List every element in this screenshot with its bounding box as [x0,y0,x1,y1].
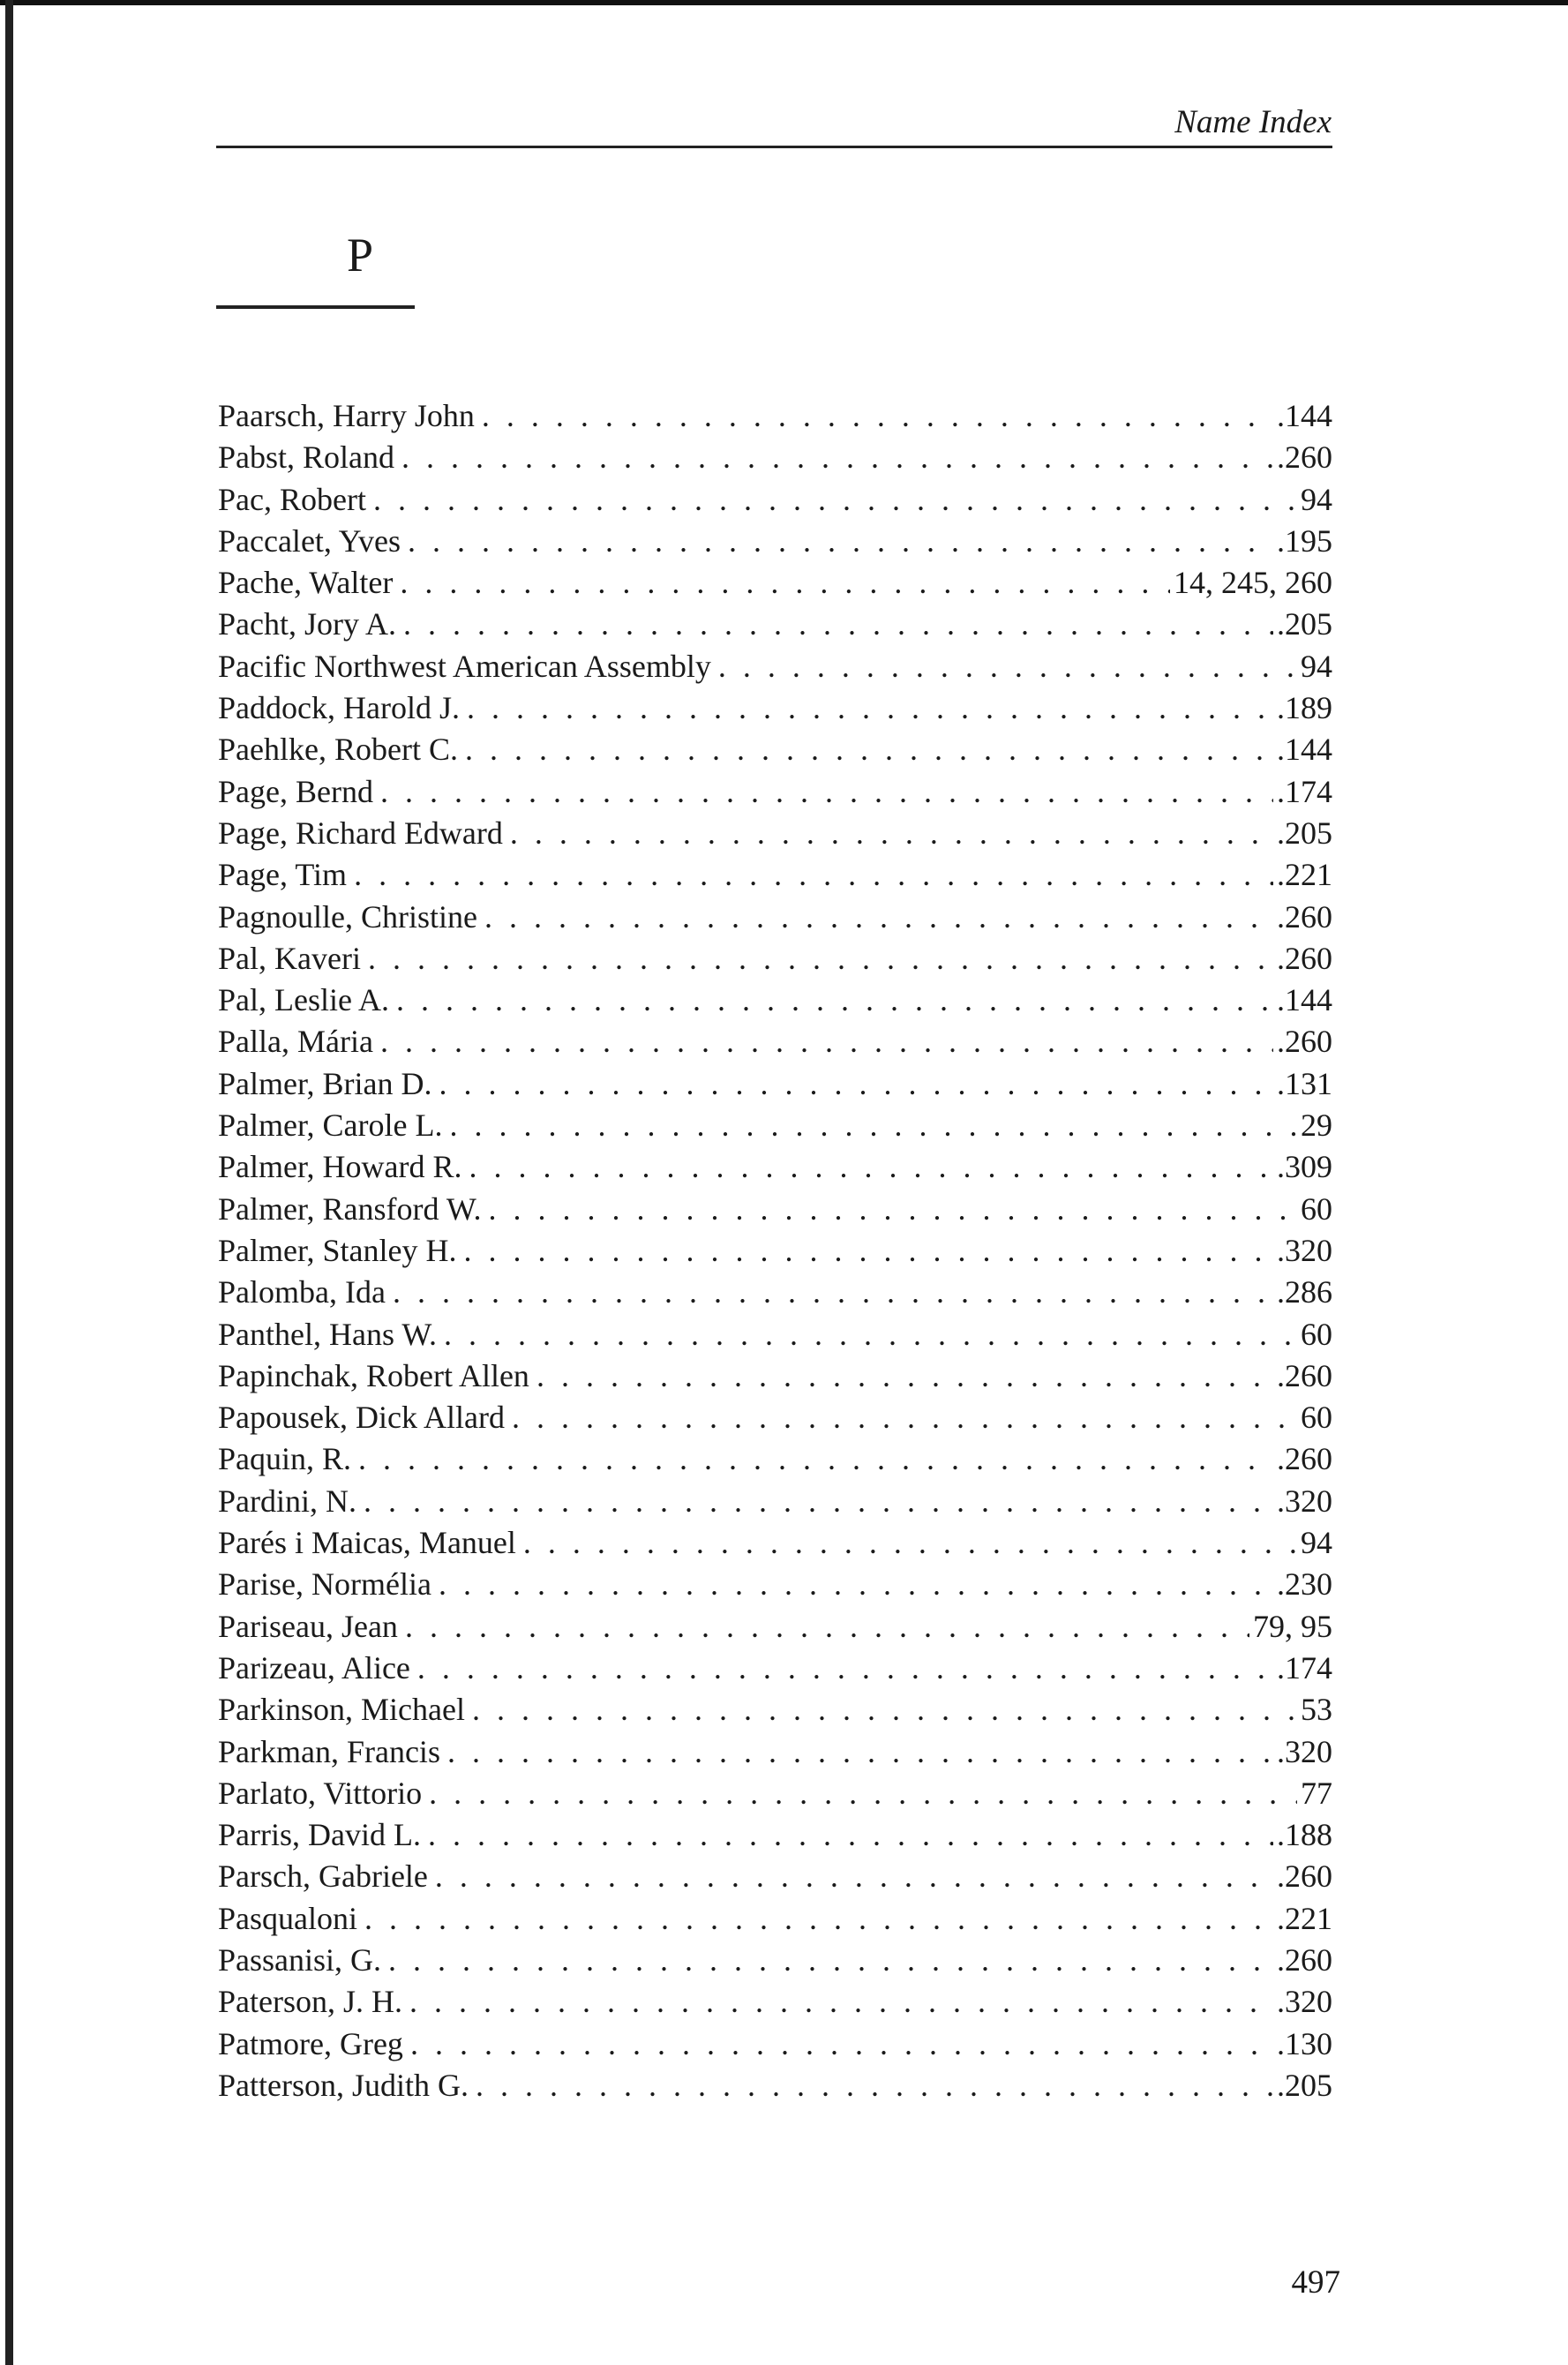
dot-leader [512,1397,1297,1438]
entry-pages: .260 [1277,1858,1332,1895]
scan-edge-left [5,0,13,2365]
dot-leader [476,2065,1273,2106]
entry-pages: .320 [1277,1232,1332,1268]
entry-pages: .174 [1277,1649,1332,1686]
index-entry [218,562,1332,604]
index-entry [218,646,1332,687]
dot-leader [536,1355,1273,1397]
index-entry [218,1606,1332,1648]
dot-leader [428,1814,1273,1856]
index-entry [218,729,1332,770]
entry-name: Palmer, Carole L. [218,1107,443,1144]
dot-leader [464,1230,1273,1272]
entry-pages: 53 [1301,1692,1332,1728]
name-index-list [218,395,1332,2106]
entry-name: Page, Richard Edward [218,815,503,851]
index-entry [218,854,1332,896]
index-entry [218,1856,1332,1897]
entry-pages: .205 [1277,815,1332,851]
entry-pages: .205 [1277,606,1332,642]
dot-leader [484,897,1273,938]
index-entry [218,1773,1332,1814]
dot-leader [405,1606,1249,1648]
entry-name: Palmer, Howard R. [218,1149,462,1185]
dot-leader [444,1314,1297,1355]
dot-leader [396,980,1273,1021]
index-entry [218,1689,1332,1731]
dot-leader [380,1021,1273,1062]
index-entry [218,479,1332,521]
dot-leader [380,771,1273,813]
index-entry [218,1940,1332,1981]
entry-pages: .131 [1277,1065,1332,1101]
index-entry [218,1272,1332,1313]
index-entry [218,771,1332,813]
dot-leader [472,1689,1297,1731]
running-header: Name Index [1174,104,1332,140]
index-entry [218,604,1332,645]
scan-edge-top [0,0,1568,5]
entry-name: Page, Tim [218,857,348,893]
entry-name: Paccalet, Yves [218,522,401,559]
dot-leader [388,1940,1273,1981]
entry-name: Papinchak, Robert Allen [218,1357,529,1393]
entry-name: Paddock, Harold J. [218,690,460,726]
entry-pages: .309 [1277,1149,1332,1185]
entry-name: Paehlke, Robert C. [218,732,458,768]
index-entry [218,1021,1332,1062]
index-entry [218,1230,1332,1272]
entry-name: Paterson, J. H. [218,1984,402,2020]
dot-leader [449,1105,1297,1146]
entry-name: Paarsch, Harry John [218,398,475,433]
entry-name: Papousek, Dick Allard [218,1400,505,1436]
index-entry [218,2023,1332,2065]
index-entry [218,1898,1332,1940]
entry-pages: .205 [1277,2067,1332,2103]
entry-pages: .230 [1277,1566,1332,1603]
entry-pages: .320 [1277,1984,1332,2020]
index-entry [218,521,1332,562]
dot-leader [409,1981,1273,2023]
entry-pages: .260 [1277,1357,1332,1393]
dot-leader [469,1146,1273,1188]
index-entry [218,1397,1332,1438]
entry-pages: 94 [1301,648,1332,684]
entry-name: Parizeau, Alice [218,1649,410,1686]
entry-pages: 60 [1301,1190,1332,1227]
entry-name: Palmer, Brian D. [218,1065,432,1101]
dot-leader [401,437,1273,478]
dot-leader [364,1898,1273,1940]
index-entry [218,2065,1332,2106]
dot-leader [510,813,1273,854]
entry-pages: .130 [1277,2025,1332,2061]
entry-name: Pagnoulle, Christine [218,898,477,935]
dot-leader [400,562,1170,604]
entry-name: Patmore, Greg [218,2025,403,2061]
dot-leader [439,1063,1273,1105]
entry-name: Pal, Leslie A. [218,982,389,1018]
dot-leader [417,1648,1273,1689]
dot-leader [364,1481,1273,1522]
dot-leader [410,2023,1273,2065]
index-entry [218,1481,1332,1522]
entry-name: Pal, Kaveri [218,940,361,976]
entry-pages: .260 [1277,898,1332,935]
entry-name: Panthel, Hans W. [218,1316,437,1352]
dot-leader [489,1189,1297,1230]
index-entry [218,1981,1332,2023]
entry-pages: .221 [1277,857,1332,893]
entry-name: Pardini, N. [218,1483,356,1519]
entry-pages: 79, 95 [1253,1608,1332,1644]
entry-name: Paquin, R. [218,1441,352,1477]
entry-pages: .260 [1277,1024,1332,1060]
entry-name: Pabst, Roland [218,439,395,476]
entry-name: Patterson, Judith G. [218,2067,469,2103]
entry-name: Parise, Normélia [218,1566,431,1603]
entry-pages: .286 [1277,1274,1332,1310]
dot-leader [403,604,1273,645]
dot-leader [482,395,1273,437]
entry-name: Passanisi, G. [218,1941,382,1978]
index-entry [218,1355,1332,1397]
index-entry [218,395,1332,437]
dot-leader [354,854,1273,896]
entry-name: Palmer, Stanley H. [218,1232,457,1268]
dot-leader [718,646,1297,687]
entry-name: Parkinson, Michael [218,1692,465,1728]
entry-pages: .260 [1277,940,1332,976]
entry-pages: .195 [1277,522,1332,559]
dot-leader [393,1272,1273,1313]
index-entry [218,1314,1332,1355]
dot-leader [467,687,1273,729]
index-entry [218,1146,1332,1188]
index-entry [218,1731,1332,1773]
index-entry [218,437,1332,478]
entry-pages: 94 [1301,1525,1332,1561]
entry-name: Parkman, Francis [218,1733,440,1769]
dot-leader [465,729,1273,770]
index-entry [218,980,1332,1021]
dot-leader [358,1438,1273,1480]
entry-pages: 29 [1301,1107,1332,1144]
index-entry [218,1648,1332,1689]
index-entry [218,1189,1332,1230]
dot-leader [523,1522,1297,1564]
entry-pages: .260 [1277,1441,1332,1477]
entry-name: Palla, Mária [218,1024,373,1060]
header-rule [216,146,1332,148]
entry-name: Pariseau, Jean [218,1608,398,1644]
entry-pages: 94 [1301,481,1332,517]
index-entry [218,687,1332,729]
entry-name: Palomba, Ida [218,1274,386,1310]
entry-name: Parlato, Vittorio [218,1775,423,1811]
index-entry [218,938,1332,980]
entry-pages: .260 [1277,1941,1332,1978]
section-letter: P [347,229,374,282]
dot-leader [368,938,1273,980]
entry-name: Parés i Maicas, Manuel [218,1525,516,1561]
index-entry [218,1814,1332,1856]
dot-leader [408,521,1273,562]
index-entry [218,1105,1332,1146]
entry-pages: .189 [1277,690,1332,726]
entry-name: Pacht, Jory A. [218,606,396,642]
entry-pages: 14, 245, 260 [1174,565,1332,601]
entry-pages: .144 [1277,732,1332,768]
entry-pages: .144 [1277,398,1332,433]
entry-name: Palmer, Ransford W. [218,1190,482,1227]
dot-leader [373,479,1297,521]
entry-name: Pacific Northwest American Assembly [218,648,711,684]
index-entry [218,897,1332,938]
index-entry [218,1564,1332,1605]
index-entry [218,1438,1332,1480]
page-number: 497 [1291,2264,1340,2301]
entry-pages: 77 [1301,1775,1332,1811]
entry-name: Page, Bernd [218,773,373,809]
entry-name: Pasqualoni [218,1900,357,1936]
entry-name: Parris, David L. [218,1817,421,1853]
index-entry [218,813,1332,854]
entry-pages: .144 [1277,982,1332,1018]
entry-pages: .320 [1277,1483,1332,1519]
section-rule [216,305,415,309]
entry-pages: .221 [1277,1900,1332,1936]
entry-pages: 60 [1301,1316,1332,1352]
entry-pages: 60 [1301,1400,1332,1436]
entry-pages: .260 [1277,439,1332,476]
dot-leader [439,1564,1273,1605]
entry-pages: .174 [1277,773,1332,809]
entry-pages: .320 [1277,1733,1332,1769]
entry-pages: .188 [1277,1817,1332,1853]
dot-leader [429,1773,1297,1814]
index-entry [218,1522,1332,1564]
dot-leader [435,1856,1273,1897]
entry-name: Pac, Robert [218,481,366,517]
entry-name: Pache, Walter [218,565,394,601]
entry-name: Parsch, Gabriele [218,1858,428,1895]
index-entry [218,1063,1332,1105]
dot-leader [447,1731,1273,1773]
